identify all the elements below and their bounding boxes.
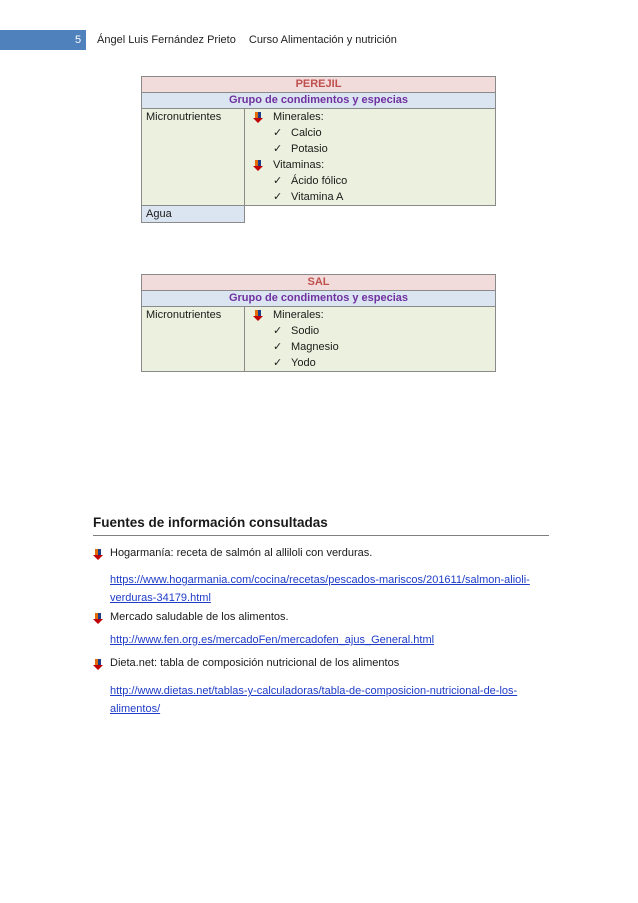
- checkmark-icon: ✓: [273, 341, 283, 353]
- perejil-micronutrients-content: [245, 109, 496, 206]
- perejil-minerals-label: Minerales:: [273, 111, 324, 123]
- bullet-arrow-icon: [93, 658, 105, 670]
- checkmark-icon: ✓: [273, 357, 283, 369]
- bullet-arrow-icon: [253, 159, 265, 171]
- source-link-line[interactable]: http://www.dietas.net/tablas-y-calculadoras/tabla-de-composicion-nutricional-de-los-: [110, 685, 518, 697]
- perejil-vitamins-label: Vitaminas:: [273, 159, 325, 171]
- header-author: Ángel Luis Fernández Prieto: [97, 34, 236, 46]
- list-item: [245, 173, 495, 189]
- heading-rule: [93, 535, 549, 536]
- mineral-name: Yodo: [291, 357, 316, 369]
- perejil-water-label: Agua: [142, 206, 245, 223]
- checkmark-icon: ✓: [273, 127, 283, 139]
- checkmark-icon: ✓: [273, 325, 283, 337]
- source-link-line[interactable]: https://www.hogarmania.com/cocina/recetas/pescados-mariscos/201611/salmon-alioli-: [110, 574, 530, 586]
- source-link-line[interactable]: verduras-34179.html: [110, 592, 211, 604]
- header-text: [97, 30, 407, 50]
- perejil-table: [141, 76, 496, 223]
- list-item: [245, 339, 495, 355]
- page-header: [0, 30, 638, 50]
- sal-micronutrients-content: [245, 307, 496, 372]
- sal-table: [141, 274, 496, 372]
- list-item: [245, 125, 495, 141]
- vitamin-name: Ácido fólico: [291, 175, 348, 187]
- source-link[interactable]: [110, 682, 550, 718]
- sal-minerals-label: Minerales:: [273, 309, 324, 321]
- list-item: [245, 323, 495, 339]
- sal-group: Grupo de condimentos y especias: [142, 291, 496, 307]
- vitamin-name: Vitamina A: [291, 191, 344, 203]
- mineral-name: Calcio: [291, 127, 322, 139]
- list-item: [245, 189, 495, 205]
- mineral-name: Magnesio: [291, 341, 339, 353]
- minerals-category: [245, 109, 495, 125]
- source-link[interactable]: [110, 571, 550, 607]
- bullet-arrow-icon: [253, 309, 265, 321]
- source-text: Dieta.net: tabla de composición nutricional de los alimentos: [110, 657, 400, 669]
- source-link[interactable]: [110, 631, 550, 649]
- empty-cell: [245, 206, 496, 223]
- perejil-title: PEREJIL: [142, 77, 496, 93]
- list-item: [245, 355, 495, 371]
- source-text: Hogarmanía: receta de salmón al alliloli con verduras.: [110, 547, 373, 559]
- sal-micronutrients-label: Micronutrientes: [142, 307, 245, 372]
- bullet-arrow-icon: [93, 612, 105, 624]
- perejil-micronutrients-label: Micronutrientes: [142, 109, 245, 206]
- header-course: Curso Alimentación y nutrición: [248, 34, 397, 46]
- mineral-name: Sodio: [291, 325, 320, 337]
- page-number-bar: [0, 30, 86, 50]
- mineral-name: Potasio: [291, 143, 328, 155]
- bullet-arrow-icon: [93, 548, 105, 560]
- perejil-group: Grupo de condimentos y especias: [142, 93, 496, 109]
- minerals-category: [245, 307, 495, 323]
- sal-title: SAL: [142, 275, 496, 291]
- checkmark-icon: ✓: [273, 191, 283, 203]
- vitamins-category: [245, 157, 495, 173]
- source-text: Mercado saludable de los alimentos.: [110, 611, 289, 623]
- list-item: [245, 141, 495, 157]
- source-link-line[interactable]: alimentos/: [110, 703, 161, 715]
- sources-heading: Fuentes de información consultadas: [93, 515, 328, 530]
- page-number: 5: [74, 34, 82, 46]
- source-link-line[interactable]: http://www.fen.org.es/mercadoFen/mercadofen_ajus_General.html: [110, 634, 435, 646]
- bullet-arrow-icon: [253, 111, 265, 123]
- checkmark-icon: ✓: [273, 175, 283, 187]
- checkmark-icon: ✓: [273, 143, 283, 155]
